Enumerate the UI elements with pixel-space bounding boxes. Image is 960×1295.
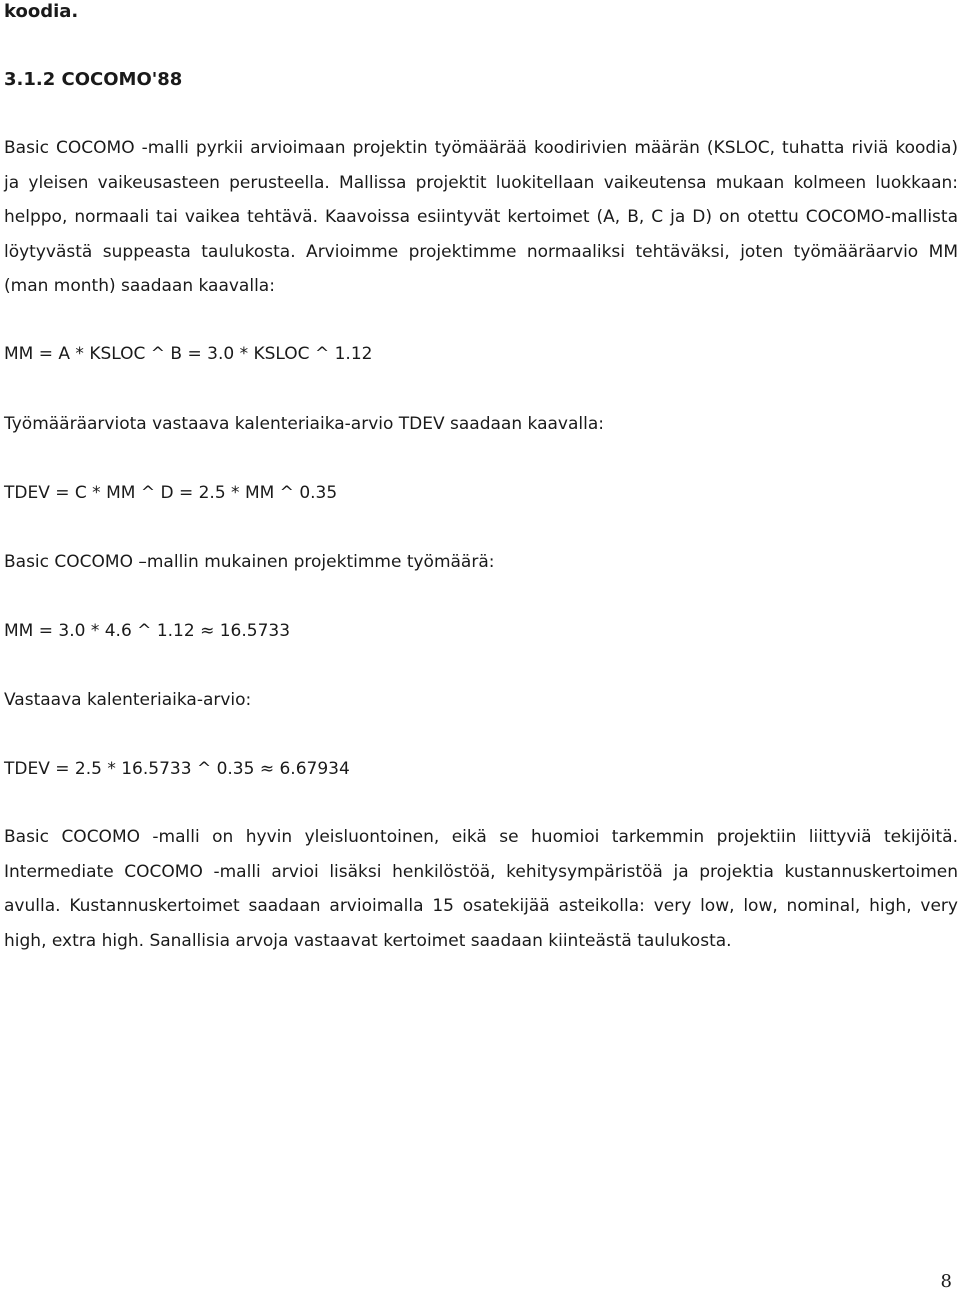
document-page bbox=[4, 0, 958, 1295]
paragraph-intermediate-cocomo: Basic COCOMO -malli on hyvin yleisluontoinen, eikä se huomioi tarkemmin projektiin liittyviä tekijöitä. Intermediate COCOMO -malli arvioi lisäksi henkilöstöä, kehitysympäristöä ja projektia kustannuskertoimen avulla. Kustannuskertoimet saadaan arvioimalla 15 osatekijää asteikolla: very low, low, nominal, high, very high, extra high. Sanallisia arvoja vastaavat kertoimet saadaan kiinteästä taulukosta. bbox=[4, 827, 958, 951]
tdev-estimate-intro-text: Vastaava kalenteriaika-arvio: bbox=[4, 690, 252, 710]
page-number: 8 bbox=[940, 1271, 952, 1292]
formula-tdev: TDEV = C * MM ^ D = 2.5 * MM ^ 0.35 bbox=[4, 483, 338, 503]
section-heading: 3.1.2 COCOMO'88 bbox=[4, 69, 183, 90]
paragraph-cocomo-intro: Basic COCOMO -malli pyrkii arvioimaan projektin työmäärää koodirivien määrän (KSLOC, tuhatta riviä koodia) ja yleisen vaikeusasteen perusteella. Mallissa projektit luokitellaan vaikeutensa mukaan kolmeen luokkaan: helppo, normaali tai vaikea tehtävä. Kaavoissa esiintyvät kertoimet (A, B, C ja D) on otettu COCOMO-mallista löytyvästä suppeasta taulukosta. Arvioimme projektimme normaaliksi tehtäväksi, joten työmääräarvio MM (man month) saadaan kaavalla: bbox=[4, 138, 958, 296]
intro-fragment: koodia. bbox=[4, 1, 79, 22]
tdev-intro-text: Työmääräarviota vastaava kalenteriaika-arvio TDEV saadaan kaavalla: bbox=[4, 414, 604, 434]
calculation-tdev: TDEV = 2.5 * 16.5733 ^ 0.35 ≈ 6.67934 bbox=[4, 759, 350, 779]
calculation-mm: MM = 3.0 * 4.6 ^ 1.12 ≈ 16.5733 bbox=[4, 621, 291, 641]
formula-mm: MM = A * KSLOC ^ B = 3.0 * KSLOC ^ 1.12 bbox=[4, 344, 373, 364]
basic-mm-intro-text: Basic COCOMO –mallin mukainen projektimme työmäärä: bbox=[4, 552, 495, 572]
